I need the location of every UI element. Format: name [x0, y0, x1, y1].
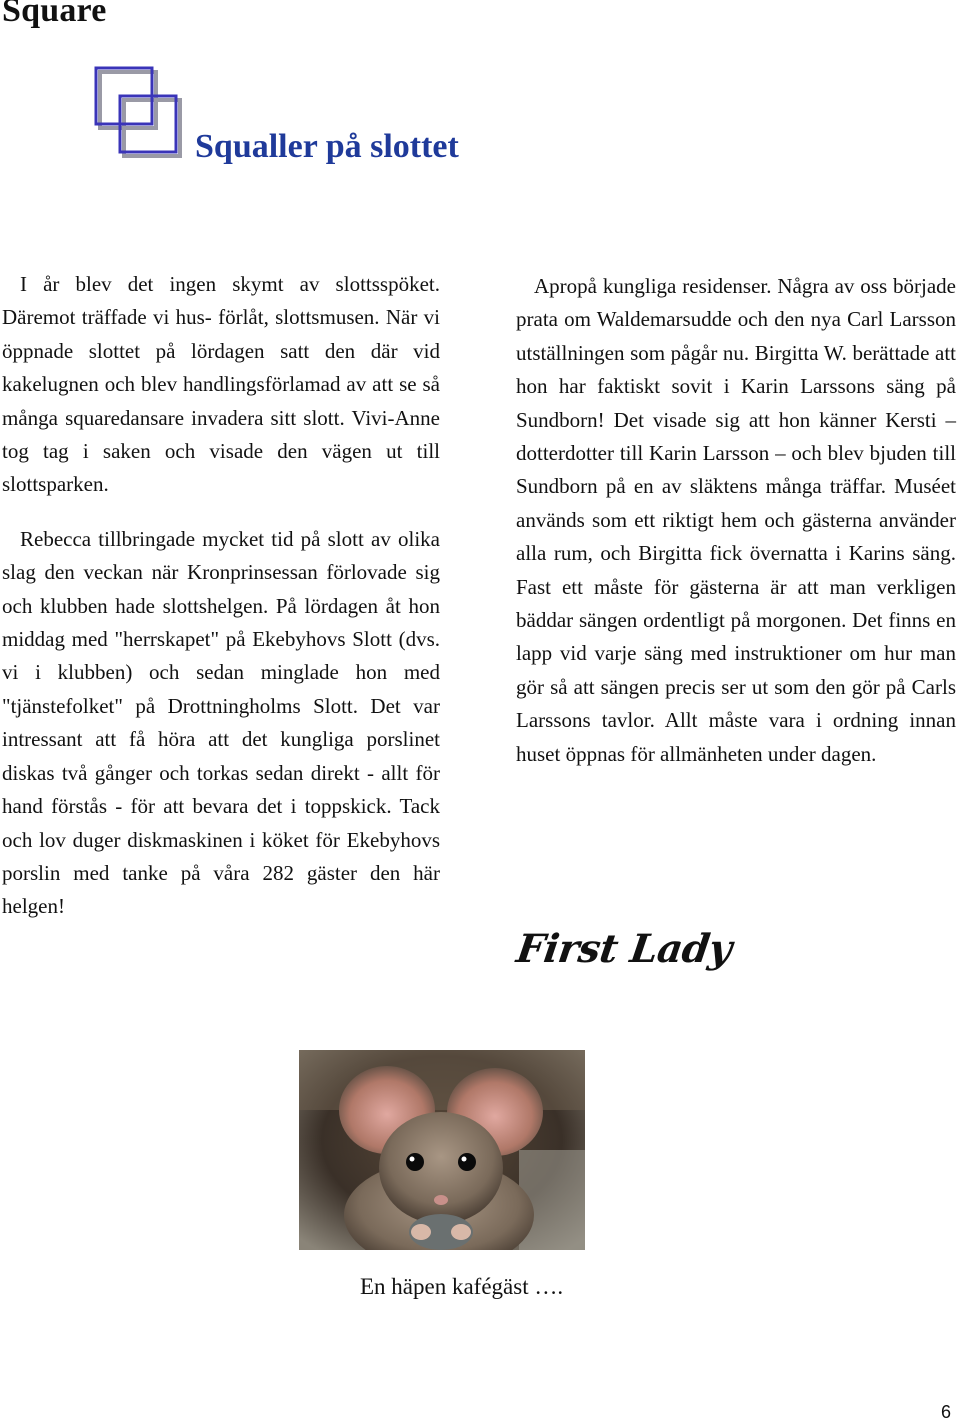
- signature: First Lady: [513, 926, 735, 972]
- paragraph: I år blev det ingen skymt av slottsspöket. Däremot träffade vi hus- förlåt, slottsmusen. När vi öppnade slottet på lördagen satt den där vid kakelugnen och blev handlingsförlamad av att se så många squaredansare invadera sitt slott. Vivi-Anne tog tag i saken och visade den vägen ut till slottsparken.: [2, 272, 440, 497]
- section-label: Square: [2, 0, 107, 29]
- paragraph: Rebecca tillbringade mycket tid på slott av olika slag den veckan när Kronprinsessan förlovade sig och klubben hade slottshelgen. På lördagen åt hon middag med "herrskapet" på Ekebyhovs Slott (dvs. vi i klubben) och sedan minglade hon med "tjänstefolket" på Drottningholms Slott. Det var intressant att få höra att det kungliga porslinet diskas två gånger och torkas sedan direkt - allt för hand förstås - för att bevara det i toppskick. Tack och lov duger diskmaskinen i köket för Ekebyhovs porslin med tanke på våra 282 gäster den här helgen!: [2, 526, 440, 919]
- paragraph: Apropå kungliga residenser. Några av oss började prata om Waldemarsudde och den nya Carl Larsson utställningen som pågår nu. Birgitta W. berättade att hon har faktiskt sovit i Karin Larssons säng på Sundborn! Det visade sig att hon känner Kersti – dotterdotter till Karin Larsson – och blev bjuden till Sundborn på en av släktens många träffar. Muséet används som ett riktigt hem och gästerna använder alla rum, och Birgitta fick övernatta i Karins säng. Fast ett måste för gästerna är att man verkligen bäddar sängen ordentligt på morgonen. Det finns en lapp vid varje säng med instruktioner om hur man gör så att sängen precis ser ut som den gör på Carls Larssons tavlor. Allt måste vara i ordning innan huset öppnas för allmänheten under dagen.: [516, 274, 956, 766]
- left-column: [2, 268, 440, 924]
- square-logo-icon: [94, 66, 186, 162]
- right-column: [516, 270, 956, 771]
- photo-caption: En häpen kafégäst ….: [360, 1274, 564, 1299]
- article-title: Squaller på slottet: [195, 128, 459, 165]
- page-number: 6: [941, 1402, 952, 1422]
- mouse-photo: [299, 1050, 585, 1250]
